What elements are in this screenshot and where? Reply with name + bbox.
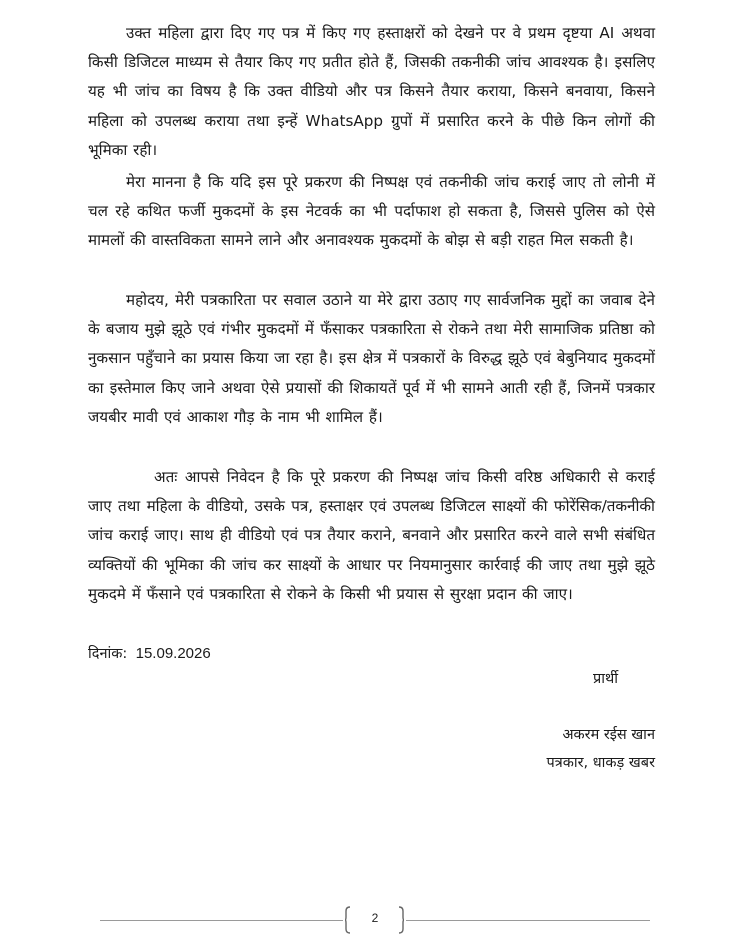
paragraph-request: अतः आपसे निवेदन है कि पूरे प्रकरण की निष्पक्ष जांच किसी वरिष्ठ अधिकारी से कराई जाए तथा महिला के वीडियो, उसके पत्र, हस्ताक्षर एवं उपलब्ध डिजिटल साक्ष्यों की फोरेंसिक/तकनीकी जांच कराई जाए। साथ ही वीडियो एवं पत्र तैयार कराने, बनवाने और प्रसारित करने वाले सभी संबंधित व्यक्तियों की भूमिका की जांच कर साक्ष्यों के आधार पर नियमानुसार कार्रवाई की जाए तथा मुझे झूठे मुकदमे में फँसाने एवं पत्रकारिता से रोकने के किसी भी प्रयास से सुरक्षा प्रदान की जाए। [88, 468, 655, 603]
left-bracket-icon [345, 906, 351, 934]
date-line [88, 643, 211, 663]
footer-rule-right [406, 920, 650, 921]
paragraph-signature-doubt: उक्त महिला द्वारा दिए गए पत्र में किए गए हस्ताक्षरों को देखने पर वे प्रथम दृष्टया AI अथवा किसी डिजिटल माध्यम से तैयार किए गए प्रतीत होते हैं, जिसकी तकनीकी जांच आवश्यक है। इसलिए यह भी जांच का विषय है कि उक्त वीडियो और पत्र किसने तैयार कराया, किसने बनवाया, किसने महिला को उपलब्ध कराया तथा इन्हें WhatsApp ग्रुपों में प्रसारित करने के पीछे किन लोगों की भूमिका रही। [88, 24, 655, 159]
date-label: दिनांक: [88, 646, 128, 662]
applicant-label: प्रार्थी [592, 671, 618, 687]
paragraph-investigation-opinion: मेरा मानना है कि यदि इस पूरे प्रकरण की निष्पक्ष एवं तकनीकी जांच कराई जाए तो लोनी में चल रहे कथित फर्जी मुकदमों के इस नेटवर्क का भी पर्दाफाश हो सकता है, जिससे पुलिस को ऐसे मामलों की वास्तविकता सामने लाने और अनावश्यक मुकदमों के बोझ से बड़ी राहत मिल सकती है। [88, 173, 655, 250]
footer-rule-left [100, 920, 343, 921]
page-number: 2 [371, 911, 379, 925]
signatory-name: अकरम रईस खान [562, 727, 655, 743]
right-bracket-icon [398, 906, 404, 934]
date-value: 15.09.2026 [135, 645, 211, 662]
paragraph-false-cases: महोदय, मेरी पत्रकारिता पर सवाल उठाने या मेरे द्वारा उठाए गए सार्वजनिक मुद्दों का जवाब देने के बजाय मुझे झूठे एवं गंभीर मुकदमों में फँसाकर पत्रकारिता से रोकने तथा मेरी सामाजिक प्रतिष्ठा को नुकसान पहुँचाने का प्रयास किया जा रहा है। इस क्षेत्र में पत्रकारों के विरुद्ध झूठे एवं बेबुनियाद मुकदमों का इस्तेमाल किए जाने अथवा ऐसे प्रयासों की शिकायतें पूर्व में भी सामने आती रही हैं, जिनमें पत्रकार जयबीर मावी एवं आकाश गौड़ के नाम भी शामिल हैं। [88, 291, 655, 426]
signatory-role: पत्रकार, धाकड़ खबर [546, 755, 655, 771]
